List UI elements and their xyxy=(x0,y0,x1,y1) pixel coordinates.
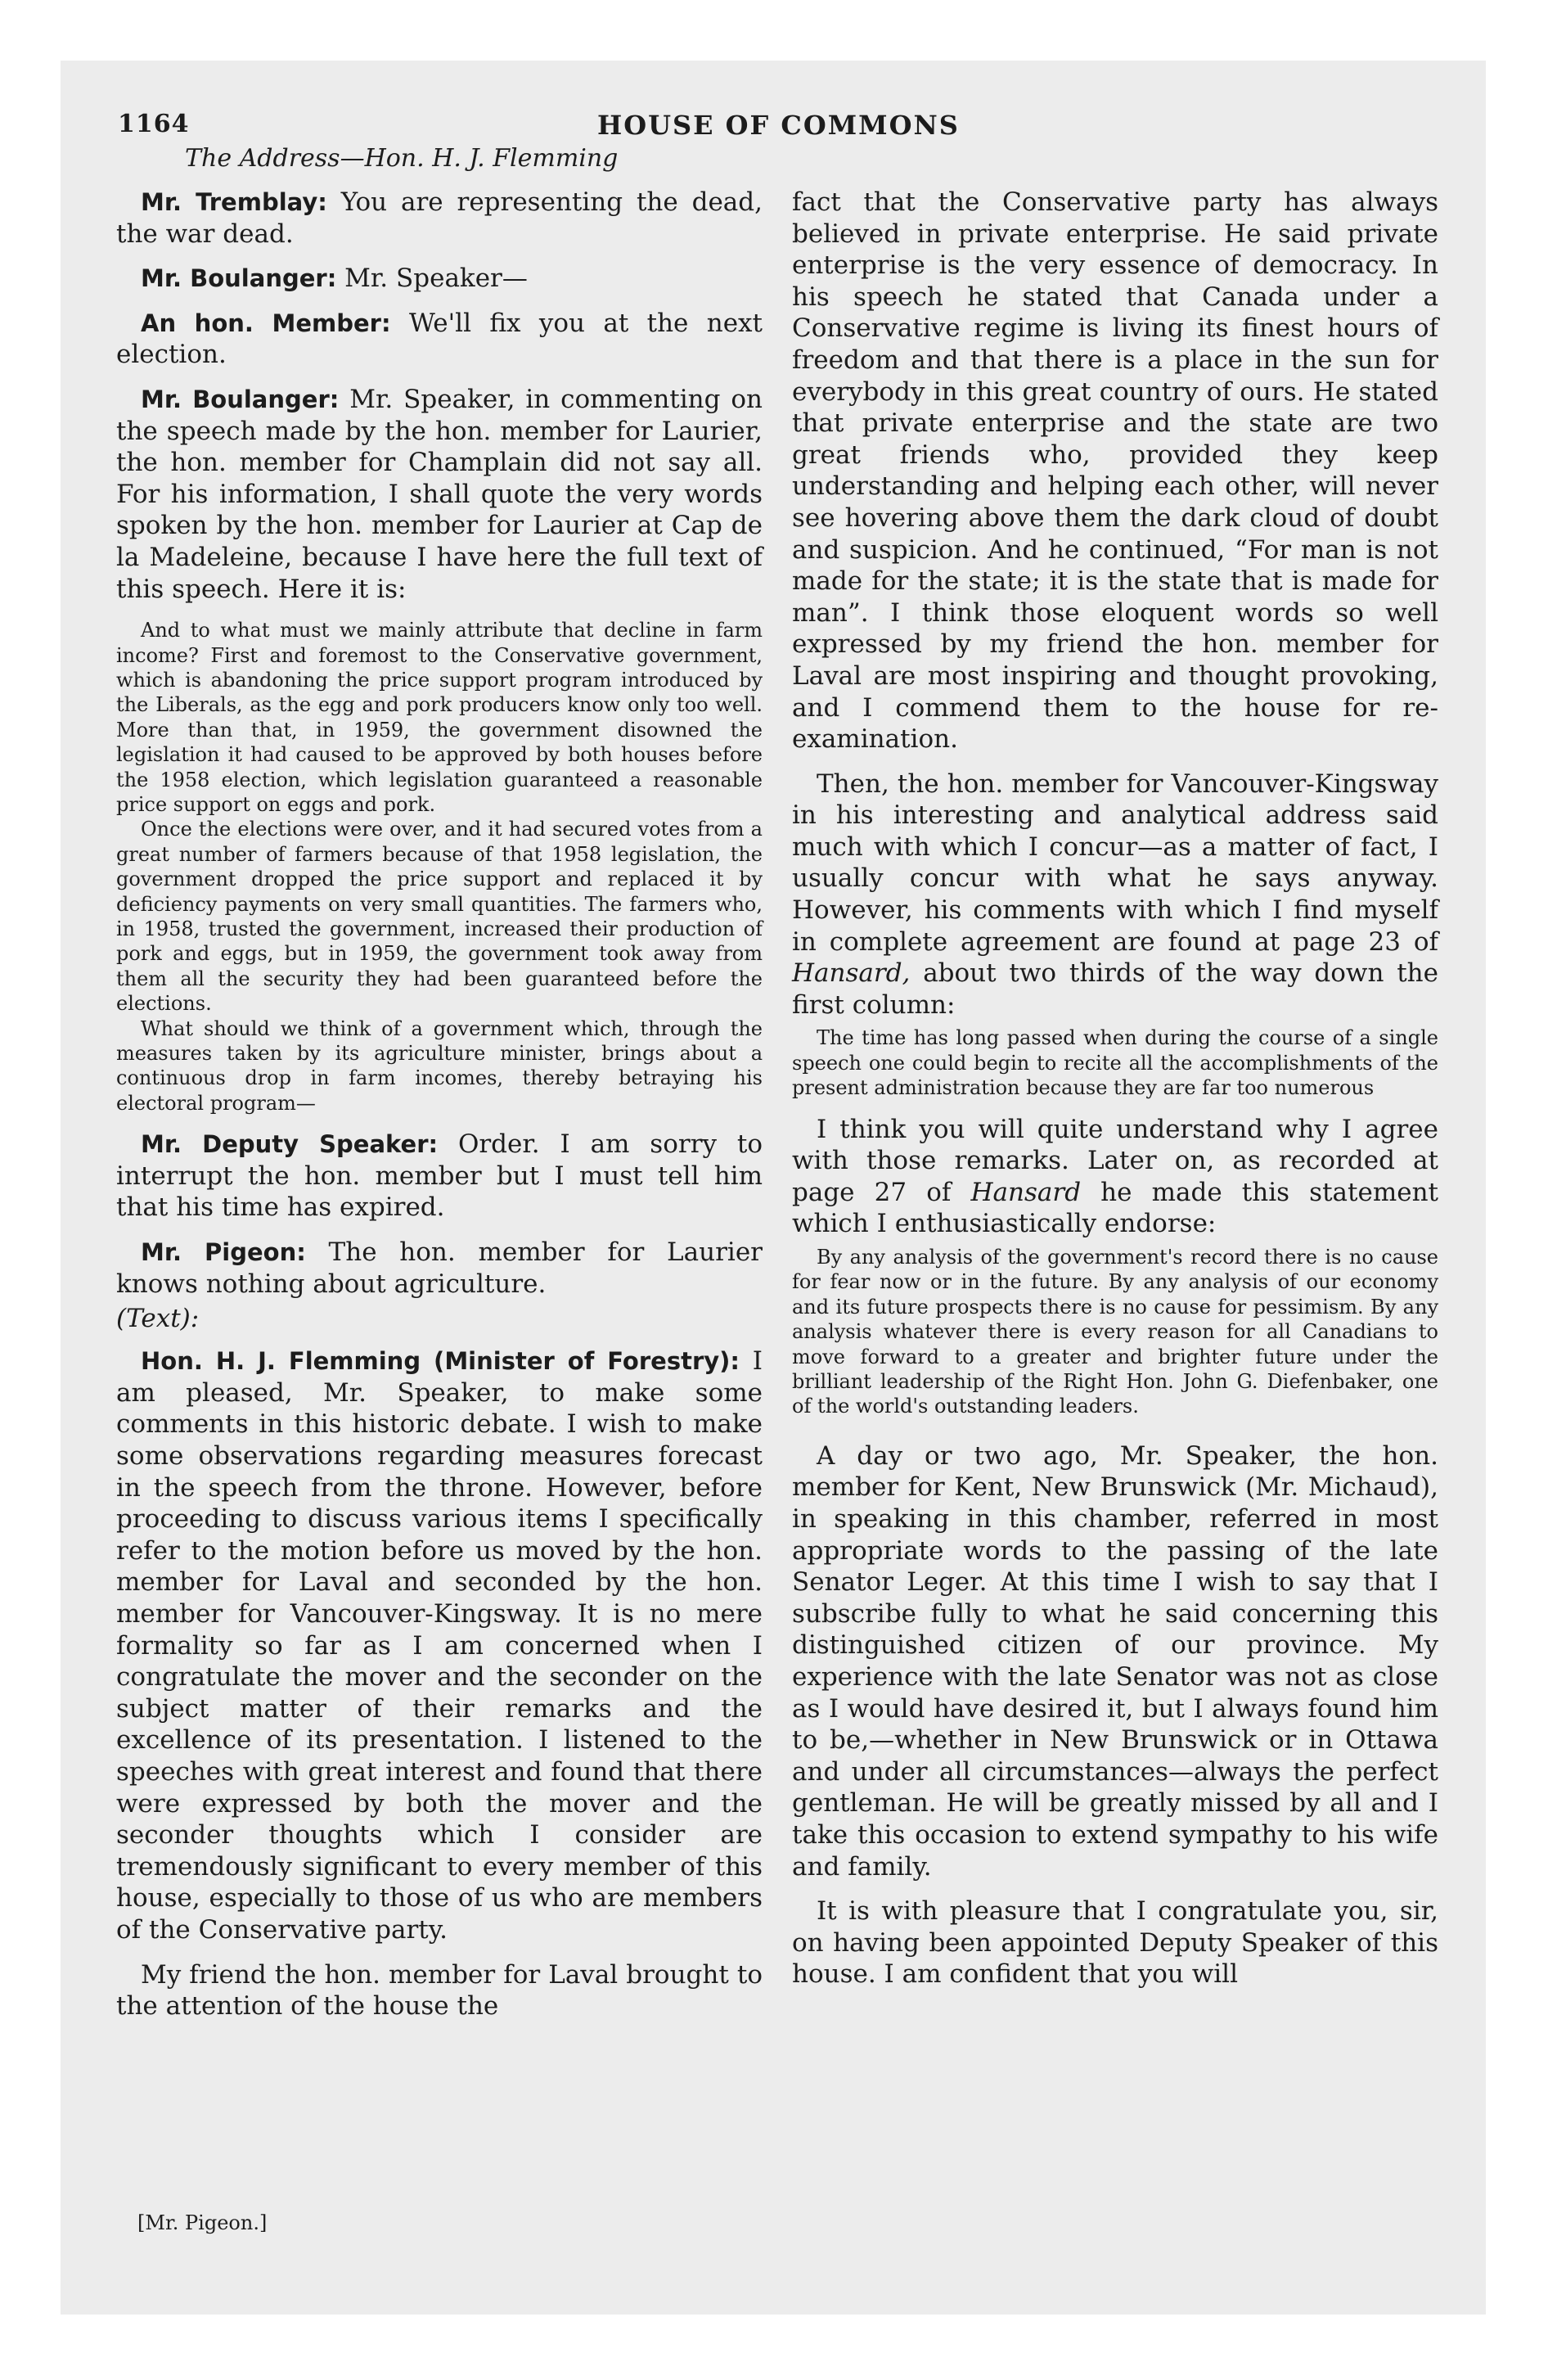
speech-text: about two thirds of the way down the first column: xyxy=(792,958,1438,1020)
speaker-name: Mr. Pigeon: xyxy=(141,1238,306,1267)
speech-paragraph xyxy=(116,1237,763,1300)
page-footer: [Mr. Pigeon.] xyxy=(137,2211,268,2234)
speech-text: Mr. Speaker— xyxy=(336,264,528,294)
speaker-name: Mr. Tremblay: xyxy=(141,188,327,216)
block-quote: Once the elections were over, and it had secured votes from a great number of farmers because of that 1958 legislation, the government dropped the price support and replaced it by deficiency payments on very small quantities. The farmers who, in 1958, trusted the government, increased their production of pork and eggs, but in 1959, the government took away from them all the security they had been guaranteed before the elections. xyxy=(116,818,763,1016)
block-quote: And to what must we mainly attribute that decline in farm income? First and foremost to the Conservative government, which is abandoning the price support program introduced by the Liberals, as the egg and pork producers know only too well. More than that, in 1959, the government disowned the legislation it had caused to be approved by both houses before the 1958 election, which legislation guaranteed a reasonable price support on eggs and pork. xyxy=(116,619,763,816)
speech-text: Mr. Speaker, in commenting on the speech made by the hon. member for Laurier, the hon. member for Champlain did not say all. For his information, I shall quote the very words spoken by the hon. member for Laurier at Cap de la Madeleine, because I have here the full text of this speech. Here it is: xyxy=(116,384,763,604)
speech-paragraph: My friend the hon. member for Laval brought to the attention of the house the xyxy=(116,1959,763,2022)
page-header xyxy=(115,110,1456,142)
speech-paragraph xyxy=(116,384,763,605)
speaker-name: Mr. Boulanger: xyxy=(141,385,340,413)
block-quote: By any analysis of the government's record there is no cause for fear now or in the future. By any analysis of our economy and its future prospects there is no cause for pessimism. By any analysis whatever there is every reason for all Canadians to move forward to a greater and brighter future under the brilliant leadership of the Right Hon. John G. Diefenbaker, one of the world's outstanding leaders. xyxy=(792,1246,1438,1418)
block-quote: The time has long passed when during the course of a single speech one could begin to recite all the accomplishments of the present administration because they are far too numerous xyxy=(792,1026,1438,1100)
speech-text: You are representing the dead, the war dead. xyxy=(116,187,763,249)
hansard-reference: Hansard, xyxy=(792,958,911,989)
hansard-page xyxy=(115,103,1456,2280)
speech-text: The hon. member for Laurier knows nothing about agriculture. xyxy=(116,1237,763,1299)
running-title: HOUSE OF COMMONS xyxy=(597,110,960,141)
block-quote: What should we think of a government which, through the measures taken by its agriculture minister, brings about a continuous drop in farm incomes, thereby betraying his electoral program— xyxy=(116,1016,763,1115)
page-number: 1164 xyxy=(118,110,190,138)
speech-paragraph xyxy=(116,1346,763,1945)
speech-text: We'll fix you at the next election. xyxy=(116,308,763,370)
hansard-reference: Hansard xyxy=(970,1177,1082,1207)
speech-paragraph: It is with pleasure that I congratulate you, sir, on having been appointed Deputy Speaker of this house. I am confident that you will xyxy=(792,1896,1438,1990)
speech-text: Order. I am sorry to interrupt the hon. member but I must tell him that his time has expired. xyxy=(116,1129,763,1223)
speech-paragraph xyxy=(792,769,1438,1021)
section-subhead: The Address—Hon. H. J. Flemming xyxy=(185,144,619,173)
speech-paragraph: A day or two ago, Mr. Speaker, the hon. member for Kent, New Brunswick (Mr. Michaud), in speaking in this chamber, referred in most appropriate words to the passing of the late Senator Leger. At this time I wish to say that I subscribe fully to what he said concerning this distinguished citizen of our province. My experience with the late Senator was not as close as I would have desired it, but I always found him to be,—whether in New Brunswick or in Ottawa and under all circumstances—always the perfect gentleman. He will be greatly missed by all and I take this occasion to extend sympathy to his wife and family. xyxy=(792,1440,1438,1882)
text-marker: (Text): xyxy=(116,1304,200,1334)
speaker-name: An hon. Member: xyxy=(141,309,391,337)
speech-paragraph xyxy=(116,1129,763,1224)
speaker-name: Mr. Deputy Speaker: xyxy=(141,1130,439,1159)
speaker-name: Mr. Boulanger: xyxy=(141,264,337,293)
speech-text: I think you will quite understand why I agree with those remarks. Later on, as recorded at page 27 of xyxy=(792,1114,1438,1207)
speech-paragraph xyxy=(116,187,763,250)
left-column xyxy=(116,187,763,2035)
speech-text: he made this statement which I enthusiastically endorse: xyxy=(792,1177,1439,1239)
speaker-name: Hon. H. J. Flemming (Minister of Forestry): xyxy=(141,1347,740,1376)
speech-paragraph: fact that the Conservative party has always believed in private enterprise. He said private enterprise is the very essence of democracy. In his speech he stated that Canada under a Conservative regime is living its finest hours of freedom and that there is a place in the sun for everybody in this great country of ours. He stated that private enterprise and the state are two great friends who, provided they keep understanding and helping each other, will never see hovering above them the dark cloud of doubt and suspicion. And he continued, “For man is not made for the state; it is the state that is made for man”. I think those eloquent words so well expressed by my friend the hon. member for Laval are most inspiring and thought provoking, and I commend them to the house for re-examination. xyxy=(792,187,1438,755)
speech-paragraph xyxy=(792,1114,1438,1240)
speech-paragraph xyxy=(116,308,763,371)
speech-paragraph xyxy=(116,263,763,295)
right-column xyxy=(792,187,1438,2004)
speech-text: I am pleased, Mr. Speaker, to make some comments in this historic debate. I wish to make some observations regarding measures forecast in the speech from the throne. However, before proceeding to discuss various items I specifically refer to the motion before us moved by the hon. member for Laval and seconded by the hon. member for Vancouver-Kingsway. It is no mere formality so far as I am concerned when I congratulate the mover and the seconder on the subject matter of their remarks and the excellence of its presentation. I listened to the speeches with great interest and found that there were expressed by both the mover and the seconder thoughts which I consider are tremendously significant to every member of this house, especially to those of us who are members of the Conservative party. xyxy=(116,1346,763,1945)
speech-text: Then, the hon. member for Vancouver-Kingsway in his interesting and analytical address said much with which I concur—as a matter of fact, I usually concur with what he says anyway. However, his comments with which I find myself in complete agreement are found at page 23 of xyxy=(792,769,1438,957)
